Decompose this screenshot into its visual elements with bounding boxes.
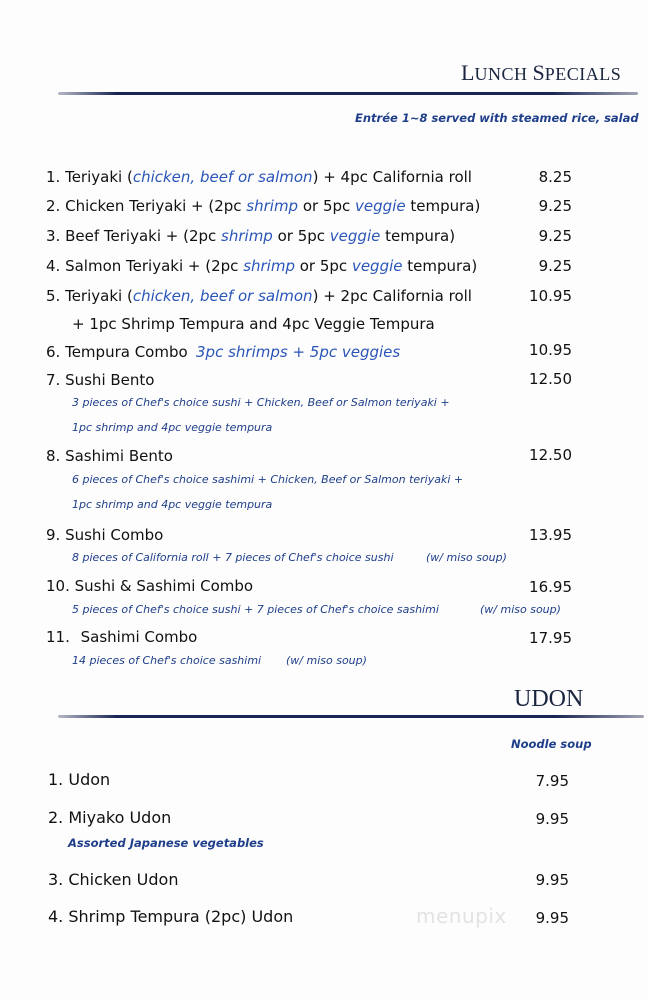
title-rest-2: PECIALS (544, 64, 622, 84)
item-number: 3. (48, 870, 64, 889)
lunch-item-4 (46, 257, 477, 275)
item-description: 14 pieces of Chef's choice sashimi (72, 654, 262, 667)
item-price: 9.95 (535, 871, 569, 889)
item-price: 10.95 (529, 287, 572, 305)
item-number: 3. (46, 227, 61, 245)
lunch-item-7 (46, 371, 154, 389)
item-description-2: 1pc shrimp and 4pc veggie tempura (72, 498, 273, 511)
title-rest-1: UNCH (474, 64, 533, 84)
item-number: 1. (46, 168, 61, 186)
item-description-2: 1pc shrimp and 4pc veggie tempura (72, 421, 273, 434)
item-name-tail: tempura) (402, 257, 478, 275)
item-price: 8.25 (538, 168, 572, 186)
item-number: 6. (46, 343, 61, 361)
item-price: 10.95 (529, 341, 572, 359)
item-description: 3 pieces of Chef's choice sushi + Chicken, Beef or Salmon teriyaki + (72, 396, 450, 409)
item-option: shrimp (243, 257, 295, 275)
item-name: Teriyaki ( (65, 287, 133, 305)
item-option-2: veggie (351, 257, 403, 275)
item-name-tail: ) + 2pc California roll (312, 287, 472, 305)
item-name: Chicken Udon (68, 870, 179, 889)
udon-item-1 (48, 770, 110, 789)
item-price: 9.25 (538, 257, 572, 275)
item-option: shrimp (246, 197, 299, 215)
item-price: 9.25 (538, 197, 572, 215)
item-name: Sushi Bento (65, 371, 155, 389)
lunch-item-2 (46, 197, 480, 215)
item-name: Chicken Teriyaki + (2pc (65, 197, 247, 215)
item-name: Salmon Teriyaki + (2pc (65, 257, 244, 275)
item-price: 12.50 (529, 446, 572, 464)
item-name: Sashimi Bento (65, 447, 173, 465)
item-option: chicken, beef or salmon (132, 287, 313, 305)
item-description-note: (w/ miso soup) (426, 551, 507, 564)
item-price: 12.50 (529, 370, 572, 388)
item-or: or 5pc (272, 227, 330, 245)
item-option-2: veggie (329, 227, 381, 245)
udon-title: UDON (514, 686, 584, 712)
item-name: Sashimi Combo (80, 628, 198, 646)
item-name-tail: ) + 4pc California roll (312, 168, 472, 186)
item-name: Tempura Combo (65, 343, 188, 361)
udon-item-2 (48, 808, 171, 827)
item-option: 3pc shrimps + 5pc veggies (196, 343, 401, 361)
item-option: chicken, beef or salmon (132, 168, 313, 186)
item-name: Udon (68, 770, 111, 789)
title-cap-l: L (461, 60, 475, 85)
item-number: 4. (48, 907, 64, 926)
item-price: 7.95 (535, 772, 569, 790)
item-number: 11. (46, 628, 70, 646)
item-price: 9.25 (538, 227, 572, 245)
lunch-note: Entrée 1~8 served with steamed rice, salad (355, 111, 639, 125)
item-name-tail: tempura) (380, 227, 456, 245)
title-cap-s: S (532, 60, 545, 85)
item-description: 6 pieces of Chef's choice sashimi + Chicken, Beef or Salmon teriyaki + (72, 473, 464, 486)
item-number: 4. (46, 257, 61, 275)
item-price: 9.95 (535, 810, 569, 828)
item-option: shrimp (221, 227, 273, 245)
lunch-item-6 (46, 343, 188, 361)
item-price: 16.95 (529, 578, 572, 596)
lunch-item-5-line2: + 1pc Shrimp Tempura and 4pc Veggie Tempura (72, 315, 435, 333)
watermark: menupix (416, 904, 507, 928)
item-or: or 5pc (294, 257, 352, 275)
lunch-item-9 (46, 526, 163, 544)
lunch-item-11 (46, 628, 197, 646)
lunch-item-1 (46, 168, 472, 186)
item-name: Sushi & Sashimi Combo (74, 577, 254, 595)
item-number: 8. (46, 447, 61, 465)
udon-divider (58, 715, 644, 718)
item-price: 9.95 (535, 909, 569, 927)
lunch-item-8 (46, 447, 173, 465)
item-number: 7. (46, 371, 61, 389)
item-description-note: (w/ miso soup) (480, 603, 561, 616)
item-or: or 5pc (298, 197, 356, 215)
item-number: 5. (46, 287, 61, 305)
lunch-divider (58, 92, 638, 95)
lunch-item-3 (46, 227, 455, 245)
item-price: 17.95 (529, 629, 572, 647)
item-price: 13.95 (529, 526, 572, 544)
lunch-specials-title (461, 60, 621, 86)
item-name: Beef Teriyaki + (2pc (65, 227, 222, 245)
item-number: 2. (46, 197, 61, 215)
item-description-note: (w/ miso soup) (286, 654, 367, 667)
item-number: 1. (48, 770, 64, 789)
item-number: 10. (46, 577, 70, 595)
item-name: Sushi Combo (65, 526, 164, 544)
item-description: 8 pieces of California roll + 7 pieces of Chef's choice sushi (72, 551, 394, 564)
lunch-item-10 (46, 577, 253, 595)
udon-item-4 (48, 907, 293, 926)
item-description: Assorted Japanese vegetables (68, 836, 264, 850)
item-name: Teriyaki ( (65, 168, 133, 186)
item-option-2: veggie (355, 197, 406, 215)
item-number: 2. (48, 808, 64, 827)
udon-item-3 (48, 870, 178, 889)
item-number: 9. (46, 526, 61, 544)
item-name-tail: tempura) (405, 197, 481, 215)
item-name: Miyako Udon (68, 808, 172, 827)
lunch-item-5 (46, 287, 472, 305)
item-name: Shrimp Tempura (2pc) Udon (68, 907, 294, 926)
udon-note: Noodle soup (511, 737, 592, 751)
item-description: 5 pieces of Chef's choice sushi + 7 pieces of Chef's choice sashimi (72, 603, 439, 616)
